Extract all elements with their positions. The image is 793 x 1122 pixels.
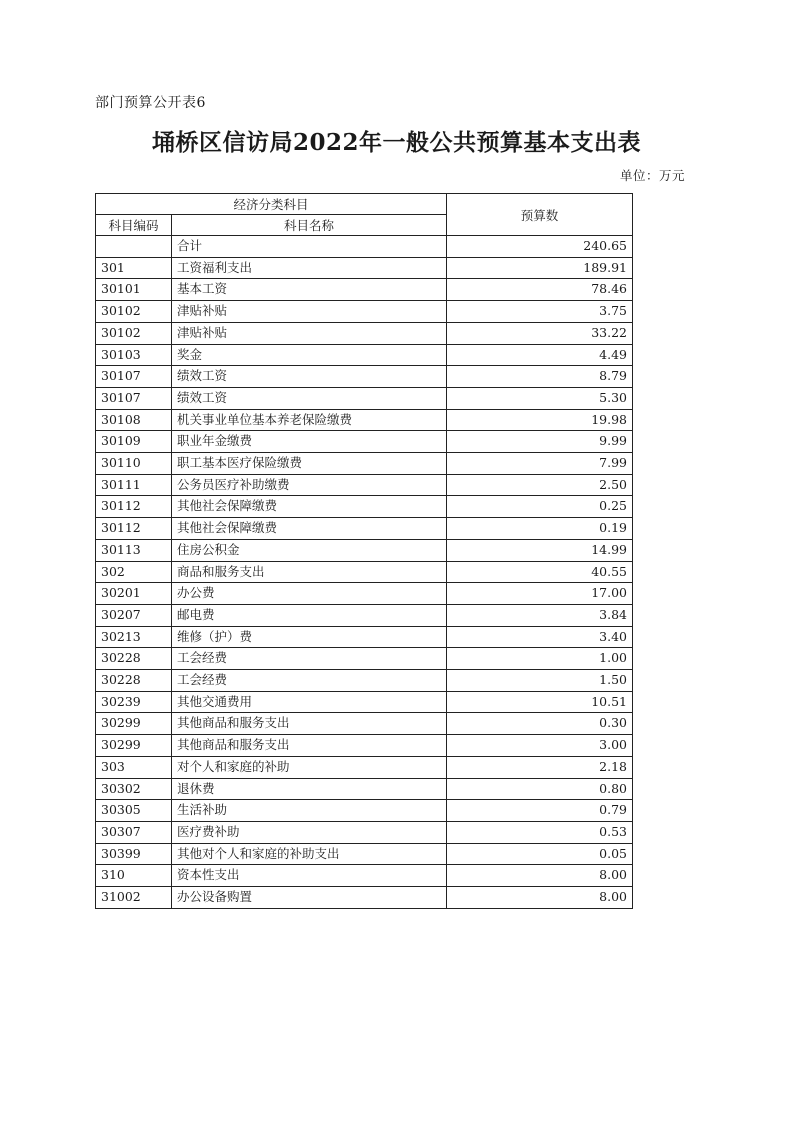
subject-code-cell: 30213 (96, 626, 172, 648)
subject-name-cell: 工会经费 (172, 670, 447, 692)
subject-code-cell: 30302 (96, 778, 172, 800)
table-row (96, 626, 633, 648)
subject-code-cell: 30201 (96, 583, 172, 605)
subject-code-cell: 30103 (96, 344, 172, 366)
budget-amount-cell: 8.00 (447, 865, 633, 887)
budget-amount-cell: 0.80 (447, 778, 633, 800)
subject-name-header: 科目名称 (172, 215, 447, 236)
table-row (96, 474, 633, 496)
subject-code-cell: 301 (96, 257, 172, 279)
budget-amount-cell: 240.65 (447, 236, 633, 258)
table-row (96, 583, 633, 605)
table-row (96, 322, 633, 344)
subject-code-cell: 30239 (96, 691, 172, 713)
subject-code-cell: 30102 (96, 322, 172, 344)
table-row (96, 301, 633, 323)
table-header (96, 194, 633, 236)
budget-amount-cell: 8.79 (447, 366, 633, 388)
table-row (96, 865, 633, 887)
table-row (96, 366, 633, 388)
table-row (96, 713, 633, 735)
unit-note: 单位：万元 (619, 168, 685, 183)
budget-amount-cell: 3.00 (447, 735, 633, 757)
subject-code-cell: 30228 (96, 648, 172, 670)
budget-amount-cell: 3.40 (447, 626, 633, 648)
economic-classification-header: 经济分类科目 (96, 194, 447, 215)
subject-name-cell: 奖金 (172, 344, 447, 366)
subject-code-cell: 30228 (96, 670, 172, 692)
subject-code-cell: 30102 (96, 301, 172, 323)
budget-amount-cell: 189.91 (447, 257, 633, 279)
subject-code-cell: 30107 (96, 387, 172, 409)
budget-table (95, 193, 633, 909)
subject-code-cell: 30299 (96, 713, 172, 735)
subject-name-cell: 资本性支出 (172, 865, 447, 887)
table-row (96, 821, 633, 843)
budget-amount-cell: 9.99 (447, 431, 633, 453)
subject-code-cell: 30112 (96, 496, 172, 518)
table-row (96, 735, 633, 757)
subject-code-cell: 30112 (96, 518, 172, 540)
subject-code-cell (96, 236, 172, 258)
table-row (96, 604, 633, 626)
subject-name-cell: 其他对个人和家庭的补助支出 (172, 843, 447, 865)
budget-amount-cell: 17.00 (447, 583, 633, 605)
table-number-label: 部门预算公开表6 (95, 95, 206, 111)
subject-name-cell: 其他社会保障缴费 (172, 518, 447, 540)
subject-code-cell: 30108 (96, 409, 172, 431)
subject-code-cell: 30207 (96, 604, 172, 626)
budget-amount-cell: 40.55 (447, 561, 633, 583)
table-row (96, 691, 633, 713)
table-row (96, 496, 633, 518)
subject-name-cell: 邮电费 (172, 604, 447, 626)
subject-code-cell: 30307 (96, 821, 172, 843)
subject-name-cell: 医疗费补助 (172, 821, 447, 843)
table-row (96, 800, 633, 822)
subject-name-cell: 工资福利支出 (172, 257, 447, 279)
table-row (96, 236, 633, 258)
budget-amount-cell: 33.22 (447, 322, 633, 344)
table-row (96, 409, 633, 431)
subject-name-cell: 绩效工资 (172, 366, 447, 388)
budget-amount-cell: 0.19 (447, 518, 633, 540)
subject-code-cell: 30305 (96, 800, 172, 822)
table-row (96, 279, 633, 301)
budget-amount-cell: 4.49 (447, 344, 633, 366)
budget-amount-cell: 3.84 (447, 604, 633, 626)
subject-name-cell: 工会经费 (172, 648, 447, 670)
subject-code-cell: 30399 (96, 843, 172, 865)
table-row (96, 539, 633, 561)
subject-name-cell: 退休费 (172, 778, 447, 800)
subject-code-cell: 30113 (96, 539, 172, 561)
subject-name-cell: 其他商品和服务支出 (172, 735, 447, 757)
budget-amount-cell: 78.46 (447, 279, 633, 301)
table-row (96, 843, 633, 865)
table-row (96, 431, 633, 453)
subject-name-cell: 办公设备购置 (172, 887, 447, 909)
budget-amount-header: 预算数 (447, 194, 633, 236)
table-row (96, 887, 633, 909)
budget-amount-cell: 3.75 (447, 301, 633, 323)
table-body (96, 236, 633, 909)
budget-amount-cell: 0.25 (447, 496, 633, 518)
table-row (96, 257, 633, 279)
table-row (96, 756, 633, 778)
subject-name-cell: 其他社会保障缴费 (172, 496, 447, 518)
subject-name-cell: 其他交通费用 (172, 691, 447, 713)
subject-code-cell: 30110 (96, 453, 172, 475)
subject-name-cell: 职业年金缴费 (172, 431, 447, 453)
budget-amount-cell: 1.00 (447, 648, 633, 670)
subject-name-cell: 商品和服务支出 (172, 561, 447, 583)
table-row (96, 778, 633, 800)
subject-code-cell: 30107 (96, 366, 172, 388)
table-row (96, 344, 633, 366)
budget-amount-cell: 14.99 (447, 539, 633, 561)
budget-amount-cell: 0.53 (447, 821, 633, 843)
subject-name-cell: 维修（护）费 (172, 626, 447, 648)
table-row (96, 648, 633, 670)
budget-amount-cell: 1.50 (447, 670, 633, 692)
subject-code-cell: 310 (96, 865, 172, 887)
budget-amount-cell: 7.99 (447, 453, 633, 475)
budget-amount-cell: 5.30 (447, 387, 633, 409)
subject-code-cell: 30101 (96, 279, 172, 301)
page-title: 埇桥区信访局2022年一般公共预算基本支出表 (151, 129, 641, 156)
subject-name-cell: 住房公积金 (172, 539, 447, 561)
table-row (96, 387, 633, 409)
subject-name-cell: 公务员医疗补助缴费 (172, 474, 447, 496)
subject-name-cell: 机关事业单位基本养老保险缴费 (172, 409, 447, 431)
budget-amount-cell: 8.00 (447, 887, 633, 909)
subject-code-cell: 30111 (96, 474, 172, 496)
budget-amount-cell: 19.98 (447, 409, 633, 431)
subject-code-cell: 30109 (96, 431, 172, 453)
budget-amount-cell: 2.18 (447, 756, 633, 778)
subject-name-cell: 职工基本医疗保险缴费 (172, 453, 447, 475)
subject-name-cell: 生活补助 (172, 800, 447, 822)
subject-code-cell: 31002 (96, 887, 172, 909)
subject-name-cell: 合计 (172, 236, 447, 258)
budget-amount-cell: 0.30 (447, 713, 633, 735)
subject-code-cell: 30299 (96, 735, 172, 757)
subject-code-cell: 303 (96, 756, 172, 778)
subject-code-cell: 302 (96, 561, 172, 583)
table-row (96, 453, 633, 475)
table-row (96, 670, 633, 692)
budget-amount-cell: 2.50 (447, 474, 633, 496)
table-row (96, 561, 633, 583)
budget-amount-cell: 0.79 (447, 800, 633, 822)
subject-name-cell: 办公费 (172, 583, 447, 605)
budget-amount-cell: 10.51 (447, 691, 633, 713)
subject-code-header: 科目编码 (96, 215, 172, 236)
subject-name-cell: 对个人和家庭的补助 (172, 756, 447, 778)
subject-name-cell: 津贴补贴 (172, 301, 447, 323)
subject-name-cell: 绩效工资 (172, 387, 447, 409)
subject-name-cell: 其他商品和服务支出 (172, 713, 447, 735)
table-row (96, 518, 633, 540)
subject-name-cell: 津贴补贴 (172, 322, 447, 344)
budget-amount-cell: 0.05 (447, 843, 633, 865)
subject-name-cell: 基本工资 (172, 279, 447, 301)
